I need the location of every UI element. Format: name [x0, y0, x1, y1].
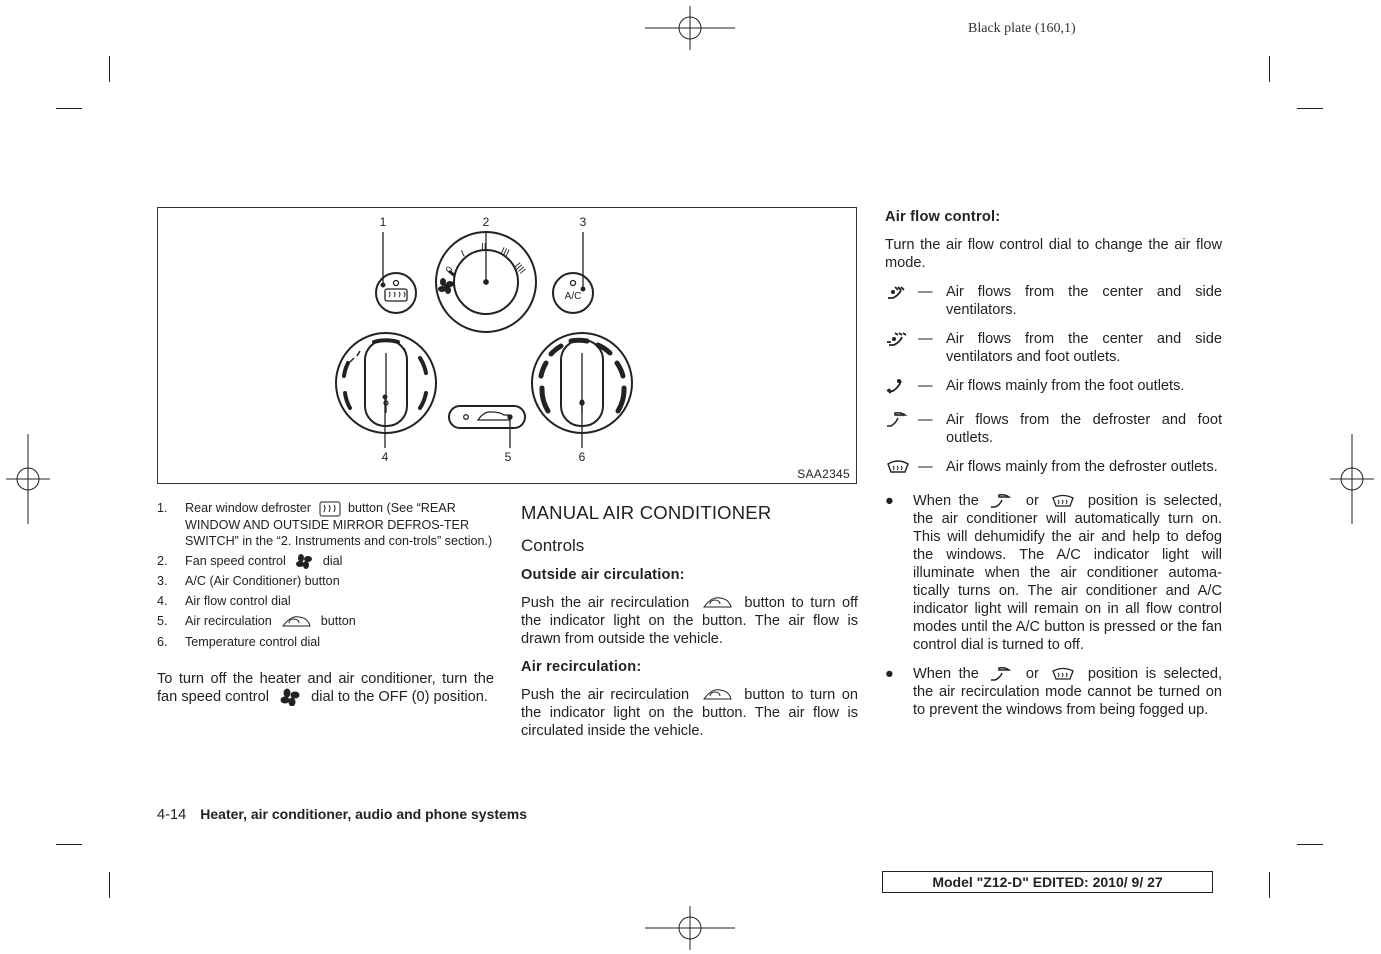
- outside-air-paragraph: Push the air recirculation button to turn off the indicator light on the button. The air flow is drawn from outside the vehicle.: [521, 595, 858, 647]
- mode-item: — Air flows from the center and side ventilators.: [885, 283, 1222, 319]
- defrost-icon: [885, 458, 911, 476]
- crop-mark: [1297, 844, 1323, 845]
- caption-item: [157, 593, 497, 609]
- mode-text: Air flows from the center and side ventilators and foot outlets.: [946, 331, 1222, 365]
- bilevel-icon: [885, 330, 911, 348]
- rear-defroster-icon: [319, 501, 341, 517]
- recirculation-paragraph: Push the air recirculation button to turn on the indicator light on the button. The air flow is circulated inside the vehicle.: [521, 687, 858, 739]
- recirculation-icon: [279, 614, 313, 630]
- fan-mark-0: 0: [443, 264, 456, 276]
- fan-icon: [438, 278, 454, 294]
- mode-item: — Air flows mainly from the foot outlets.: [885, 377, 1222, 400]
- fan-icon: [277, 688, 303, 706]
- caption-text: Rear window defroster: [185, 501, 311, 515]
- air-flow-section: [885, 209, 1222, 730]
- mode-item: — Air flows from the center and side ventilators and foot outlets.: [885, 330, 1222, 366]
- page-footer: [157, 806, 527, 823]
- callout-3: 3: [579, 215, 587, 229]
- caption-item: [157, 573, 497, 589]
- control-panel-illustration: [158, 208, 856, 483]
- section-title: MANUAL AIR CONDITIONER: [521, 502, 772, 523]
- bullet-item: ● When the or position is selected, the air recirculation mode cannot be turned on to prevent the windows from being fogged up.: [885, 666, 1223, 718]
- caption-number: 1.: [157, 501, 168, 515]
- caption-number: 3.: [157, 574, 168, 589]
- callout-4: 4: [381, 450, 389, 464]
- bullet-dot: ●: [885, 493, 894, 509]
- vent-icon: [885, 283, 911, 301]
- model-stamp: Model "Z12-D" EDITED: 2010/ 9/ 27: [882, 871, 1213, 893]
- recirculation-icon: [700, 687, 734, 703]
- caption-text: A/C (Air Conditioner) button: [185, 574, 340, 589]
- caption-number: 2.: [157, 553, 168, 568]
- callout-5: 5: [504, 450, 512, 464]
- fan-mark-1: I: [459, 248, 467, 260]
- crop-mark: [109, 56, 110, 82]
- mode-text: Air flows from the defroster and foot outlets.: [946, 412, 1222, 446]
- callout-2: 2: [482, 215, 490, 229]
- caption-text: Temperature control dial: [185, 635, 321, 650]
- caption-number: 4.: [157, 594, 168, 609]
- fan-mark-3: III: [498, 245, 511, 260]
- mode-text: Air flows mainly from the defroster outlets.: [946, 459, 1218, 475]
- caption-text: Air flow control dial: [185, 594, 291, 609]
- control-panel-figure: [157, 207, 857, 484]
- bullet-item: ● When the or position is selected, the air conditioner will automatically turn on. This will dehumidify the air and help to defog the windows. The A/C indicator light will illuminate when the air conditioner automa-tically turns on. The air conditioner and A/C indicator light will remain on in all flow control modes until the A/C button is pressed or the fan control dial is turned to off.: [885, 493, 1223, 653]
- foot-icon: [885, 377, 911, 395]
- figure-captions: [157, 500, 497, 654]
- crop-mark: [109, 872, 110, 898]
- outside-air-heading: Outside air circulation:: [521, 567, 685, 583]
- crop-mark: [1269, 872, 1270, 898]
- crop-mark: [1297, 108, 1323, 109]
- caption-number: 5.: [157, 614, 168, 629]
- fan-mark-4: IIII: [511, 260, 528, 277]
- caption-item: [157, 500, 497, 549]
- crop-mark: [56, 108, 82, 109]
- defrost-foot-icon: [885, 411, 911, 429]
- recirculation-heading: Air recirculation:: [521, 659, 642, 675]
- defrost-icon: [1050, 493, 1076, 509]
- registration-mark: [645, 6, 735, 50]
- caption-text: button (See “REAR WINDOW AND OUTSIDE MIRROR DEFROS-TER SWITCH” in the “2. Instruments and con-trols” section.): [185, 501, 493, 548]
- crop-mark: [1269, 56, 1270, 82]
- caption-item: [157, 613, 497, 630]
- footer-title: Heater, air conditioner, audio and phone systems: [200, 806, 528, 822]
- plate-label: Black plate (160,1): [968, 21, 1076, 36]
- air-flow-intro: Turn the air flow control dial to change the air flow mode.: [885, 237, 1222, 271]
- registration-mark: [6, 434, 50, 524]
- caption-number: 6.: [157, 635, 168, 650]
- defrost-foot-icon: [990, 493, 1014, 509]
- figure-code: SAA2345: [797, 467, 850, 481]
- mode-item: — Air flows mainly from the defroster outlets.: [885, 458, 1222, 481]
- mode-text: Air flows from the center and side ventilators.: [946, 284, 1222, 318]
- caption-text: dial: [322, 553, 343, 568]
- defrost-icon: [1050, 666, 1076, 682]
- caption-text: Fan speed control: [185, 553, 286, 568]
- defrost-foot-icon: [990, 666, 1014, 682]
- registration-mark: [645, 906, 735, 950]
- turn-off-paragraph: To turn off the heater and air conditioner, turn the fan speed control dial to the OFF (0) position.: [157, 671, 494, 705]
- mode-item: — Air flows from the defroster and foot outlets.: [885, 411, 1222, 447]
- air-flow-heading: Air flow control:: [885, 209, 1001, 225]
- callout-1: 1: [379, 215, 387, 229]
- bullet-dot: ●: [885, 666, 894, 682]
- registration-mark: [1330, 434, 1374, 524]
- caption-text: button: [320, 614, 356, 629]
- caption-item: [157, 634, 497, 650]
- callout-6: 6: [578, 450, 586, 464]
- caption-text: Air recirculation: [185, 614, 272, 629]
- manual-ac-section: [521, 502, 858, 751]
- recirculation-icon: [700, 595, 734, 611]
- page-number: 4-14: [157, 807, 187, 823]
- section-subtitle: Controls: [521, 536, 585, 555]
- caption-item: [157, 553, 497, 570]
- crop-mark: [56, 844, 82, 845]
- mode-text: Air flows mainly from the foot outlets.: [946, 378, 1185, 394]
- fan-icon: [293, 553, 315, 569]
- fan-mark-2: II: [481, 242, 487, 253]
- ac-label: A/C: [564, 291, 582, 302]
